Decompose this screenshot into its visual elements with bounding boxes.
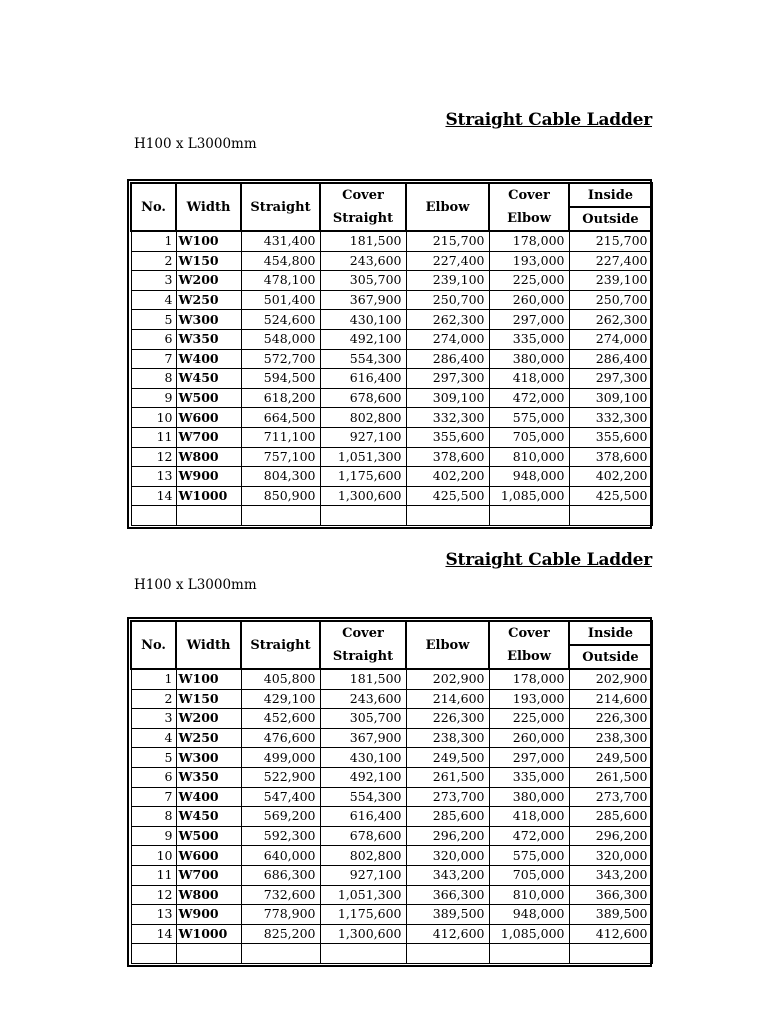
row-cover-elbow-cell: 575,000	[489, 846, 569, 866]
col-header-outside: Outside	[569, 645, 652, 669]
row-no-cell: 14	[131, 486, 176, 506]
row-straight-cell: 524,600	[241, 310, 320, 330]
row-no-cell: 12	[131, 447, 176, 467]
row-inside-outside-cell: 320,000	[569, 846, 652, 866]
row-elbow-cell: 285,600	[406, 807, 489, 827]
table-row	[131, 767, 652, 787]
row-no-cell: 11	[131, 427, 176, 447]
row-no-cell: 6	[131, 329, 176, 349]
row-no-cell: 9	[131, 826, 176, 846]
row-straight-cell: 429,100	[241, 689, 320, 709]
table-row	[131, 290, 652, 310]
row-width-cell: W600	[176, 408, 241, 428]
row-cover-straight-cell: 554,300	[320, 787, 406, 807]
row-cover-straight-cell: 305,700	[320, 709, 406, 729]
row-elbow-cell: 262,300	[406, 310, 489, 330]
row-inside-outside-cell: 309,100	[569, 388, 652, 408]
row-cover-elbow-cell: 472,000	[489, 826, 569, 846]
row-cover-straight-cell: 430,100	[320, 748, 406, 768]
row-no-cell: 5	[131, 748, 176, 768]
row-cover-straight-cell: 554,300	[320, 349, 406, 369]
row-no-cell: 8	[131, 807, 176, 827]
blank-cell	[489, 944, 569, 964]
row-straight-cell: 640,000	[241, 846, 320, 866]
blank-cell	[406, 944, 489, 964]
table-row	[131, 408, 652, 428]
table-row	[131, 486, 652, 506]
row-elbow-cell: 366,300	[406, 885, 489, 905]
row-width-cell: W300	[176, 748, 241, 768]
row-no-cell: 7	[131, 787, 176, 807]
row-cover-straight-cell: 305,700	[320, 271, 406, 291]
section-title: Straight Cable Ladder	[445, 550, 652, 570]
row-cover-straight-cell: 678,600	[320, 388, 406, 408]
row-width-cell: W600	[176, 846, 241, 866]
table-row	[131, 251, 652, 271]
row-width-cell: W150	[176, 251, 241, 271]
row-inside-outside-cell: 214,600	[569, 689, 652, 709]
col-header-cover-elbow-line1: Cover	[489, 183, 569, 207]
col-header-inside: Inside	[569, 621, 652, 645]
col-header-outside: Outside	[569, 207, 652, 231]
row-straight-cell: 825,200	[241, 924, 320, 944]
blank-cell	[241, 506, 320, 526]
row-inside-outside-cell: 366,300	[569, 885, 652, 905]
col-header-cover-straight-line2: Straight	[320, 645, 406, 669]
row-inside-outside-cell: 412,600	[569, 924, 652, 944]
col-header-cover-elbow-line2: Elbow	[489, 645, 569, 669]
row-width-cell: W100	[176, 669, 241, 689]
row-cover-straight-cell: 927,100	[320, 865, 406, 885]
row-straight-cell: 804,300	[241, 467, 320, 487]
row-cover-straight-cell: 678,600	[320, 826, 406, 846]
row-cover-elbow-cell: 193,000	[489, 689, 569, 709]
blank-cell	[131, 944, 176, 964]
row-no-cell: 5	[131, 310, 176, 330]
row-cover-straight-cell: 181,500	[320, 669, 406, 689]
blank-cell	[569, 506, 652, 526]
row-width-cell: W500	[176, 388, 241, 408]
row-straight-cell: 501,400	[241, 290, 320, 310]
row-cover-straight-cell: 927,100	[320, 427, 406, 447]
row-no-cell: 7	[131, 349, 176, 369]
row-straight-cell: 478,100	[241, 271, 320, 291]
row-cover-elbow-cell: 297,000	[489, 310, 569, 330]
row-elbow-cell: 286,400	[406, 349, 489, 369]
row-cover-straight-cell: 802,800	[320, 846, 406, 866]
row-inside-outside-cell: 262,300	[569, 310, 652, 330]
col-header-no: No.	[131, 621, 176, 669]
row-no-cell: 2	[131, 251, 176, 271]
table-row	[131, 865, 652, 885]
row-cover-elbow-cell: 380,000	[489, 787, 569, 807]
row-straight-cell: 569,200	[241, 807, 320, 827]
row-no-cell: 3	[131, 709, 176, 729]
row-inside-outside-cell: 261,500	[569, 767, 652, 787]
row-straight-cell: 548,000	[241, 329, 320, 349]
row-cover-elbow-cell: 193,000	[489, 251, 569, 271]
row-straight-cell: 732,600	[241, 885, 320, 905]
row-elbow-cell: 214,600	[406, 689, 489, 709]
col-header-straight: Straight	[241, 621, 320, 669]
col-header-width: Width	[176, 183, 241, 231]
row-straight-cell: 431,400	[241, 231, 320, 251]
row-cover-elbow-cell: 948,000	[489, 905, 569, 925]
table-row	[131, 310, 652, 330]
row-elbow-cell: 297,300	[406, 369, 489, 389]
row-elbow-cell: 412,600	[406, 924, 489, 944]
row-inside-outside-cell: 239,100	[569, 271, 652, 291]
row-cover-elbow-cell: 418,000	[489, 807, 569, 827]
price-table	[130, 182, 653, 526]
table-row	[131, 388, 652, 408]
row-inside-outside-cell: 226,300	[569, 709, 652, 729]
row-elbow-cell: 202,900	[406, 669, 489, 689]
row-cover-elbow-cell: 225,000	[489, 709, 569, 729]
row-cover-straight-cell: 1,300,600	[320, 924, 406, 944]
row-cover-elbow-cell: 705,000	[489, 427, 569, 447]
blank-cell	[241, 944, 320, 964]
row-elbow-cell: 425,500	[406, 486, 489, 506]
table-row	[131, 826, 652, 846]
row-cover-straight-cell: 243,600	[320, 251, 406, 271]
row-cover-elbow-cell: 225,000	[489, 271, 569, 291]
row-cover-straight-cell: 367,900	[320, 290, 406, 310]
table-row	[131, 885, 652, 905]
row-no-cell: 10	[131, 408, 176, 428]
price-table-frame	[127, 179, 652, 529]
col-header-cover-elbow-line2: Elbow	[489, 207, 569, 231]
row-straight-cell: 592,300	[241, 826, 320, 846]
price-table-frame	[127, 617, 652, 967]
table-row	[131, 709, 652, 729]
blank-cell	[131, 506, 176, 526]
col-header-cover-straight-line1: Cover	[320, 621, 406, 645]
row-straight-cell: 686,300	[241, 865, 320, 885]
row-inside-outside-cell: 343,200	[569, 865, 652, 885]
row-elbow-cell: 355,600	[406, 427, 489, 447]
row-elbow-cell: 261,500	[406, 767, 489, 787]
row-no-cell: 3	[131, 271, 176, 291]
row-cover-straight-cell: 1,175,600	[320, 467, 406, 487]
row-cover-straight-cell: 181,500	[320, 231, 406, 251]
row-cover-elbow-cell: 1,085,000	[489, 486, 569, 506]
row-inside-outside-cell: 297,300	[569, 369, 652, 389]
row-cover-elbow-cell: 335,000	[489, 767, 569, 787]
row-inside-outside-cell: 286,400	[569, 349, 652, 369]
col-header-elbow: Elbow	[406, 183, 489, 231]
row-cover-straight-cell: 616,400	[320, 807, 406, 827]
row-cover-elbow-cell: 335,000	[489, 329, 569, 349]
row-cover-elbow-cell: 810,000	[489, 447, 569, 467]
row-cover-elbow-cell: 178,000	[489, 669, 569, 689]
section-subtitle: H100 x L3000mm	[134, 577, 257, 593]
row-elbow-cell: 309,100	[406, 388, 489, 408]
row-width-cell: W450	[176, 807, 241, 827]
row-width-cell: W1000	[176, 924, 241, 944]
row-cover-elbow-cell: 1,085,000	[489, 924, 569, 944]
row-no-cell: 6	[131, 767, 176, 787]
row-straight-cell: 850,900	[241, 486, 320, 506]
table-row	[131, 231, 652, 251]
row-width-cell: W400	[176, 349, 241, 369]
row-cover-elbow-cell: 380,000	[489, 349, 569, 369]
section-subtitle: H100 x L3000mm	[134, 136, 257, 152]
row-elbow-cell: 226,300	[406, 709, 489, 729]
row-inside-outside-cell: 402,200	[569, 467, 652, 487]
table-row	[131, 728, 652, 748]
table-row	[131, 271, 652, 291]
row-elbow-cell: 273,700	[406, 787, 489, 807]
row-elbow-cell: 389,500	[406, 905, 489, 925]
row-no-cell: 11	[131, 865, 176, 885]
row-width-cell: W300	[176, 310, 241, 330]
row-cover-elbow-cell: 575,000	[489, 408, 569, 428]
row-cover-straight-cell: 367,900	[320, 728, 406, 748]
row-straight-cell: 618,200	[241, 388, 320, 408]
row-width-cell: W700	[176, 865, 241, 885]
row-inside-outside-cell: 274,000	[569, 329, 652, 349]
row-width-cell: W400	[176, 787, 241, 807]
row-elbow-cell: 296,200	[406, 826, 489, 846]
row-width-cell: W1000	[176, 486, 241, 506]
row-elbow-cell: 215,700	[406, 231, 489, 251]
table-row	[131, 689, 652, 709]
price-table	[130, 620, 653, 964]
row-inside-outside-cell: 285,600	[569, 807, 652, 827]
row-width-cell: W900	[176, 905, 241, 925]
row-no-cell: 2	[131, 689, 176, 709]
table-row	[131, 807, 652, 827]
table-row	[131, 748, 652, 768]
row-elbow-cell: 239,100	[406, 271, 489, 291]
col-header-inside: Inside	[569, 183, 652, 207]
row-cover-straight-cell: 1,300,600	[320, 486, 406, 506]
row-straight-cell: 664,500	[241, 408, 320, 428]
row-no-cell: 9	[131, 388, 176, 408]
col-header-cover-straight-line1: Cover	[320, 183, 406, 207]
row-cover-straight-cell: 243,600	[320, 689, 406, 709]
row-width-cell: W200	[176, 271, 241, 291]
section-title: Straight Cable Ladder	[445, 110, 652, 130]
row-cover-elbow-cell: 472,000	[489, 388, 569, 408]
blank-cell	[569, 944, 652, 964]
row-no-cell: 13	[131, 467, 176, 487]
col-header-width: Width	[176, 621, 241, 669]
row-straight-cell: 711,100	[241, 427, 320, 447]
blank-row	[131, 506, 652, 526]
blank-cell	[176, 506, 241, 526]
row-width-cell: W500	[176, 826, 241, 846]
row-inside-outside-cell: 296,200	[569, 826, 652, 846]
row-cover-elbow-cell: 810,000	[489, 885, 569, 905]
row-width-cell: W200	[176, 709, 241, 729]
row-inside-outside-cell: 273,700	[569, 787, 652, 807]
row-elbow-cell: 320,000	[406, 846, 489, 866]
row-cover-elbow-cell: 705,000	[489, 865, 569, 885]
row-width-cell: W350	[176, 767, 241, 787]
row-width-cell: W250	[176, 290, 241, 310]
row-no-cell: 4	[131, 290, 176, 310]
row-no-cell: 1	[131, 231, 176, 251]
row-straight-cell: 594,500	[241, 369, 320, 389]
row-inside-outside-cell: 238,300	[569, 728, 652, 748]
blank-row	[131, 944, 652, 964]
row-straight-cell: 405,800	[241, 669, 320, 689]
table-row	[131, 349, 652, 369]
row-straight-cell: 499,000	[241, 748, 320, 768]
row-cover-elbow-cell: 948,000	[489, 467, 569, 487]
row-elbow-cell: 227,400	[406, 251, 489, 271]
table-row	[131, 427, 652, 447]
table-row	[131, 447, 652, 467]
row-elbow-cell: 250,700	[406, 290, 489, 310]
row-width-cell: W700	[176, 427, 241, 447]
row-cover-straight-cell: 430,100	[320, 310, 406, 330]
row-no-cell: 13	[131, 905, 176, 925]
row-no-cell: 10	[131, 846, 176, 866]
row-inside-outside-cell: 332,300	[569, 408, 652, 428]
row-inside-outside-cell: 249,500	[569, 748, 652, 768]
table-row	[131, 369, 652, 389]
blank-cell	[406, 506, 489, 526]
row-inside-outside-cell: 378,600	[569, 447, 652, 467]
row-cover-elbow-cell: 418,000	[489, 369, 569, 389]
row-cover-elbow-cell: 297,000	[489, 748, 569, 768]
col-header-cover-elbow-line1: Cover	[489, 621, 569, 645]
row-inside-outside-cell: 425,500	[569, 486, 652, 506]
table-row	[131, 329, 652, 349]
row-straight-cell: 757,100	[241, 447, 320, 467]
row-cover-elbow-cell: 260,000	[489, 290, 569, 310]
row-inside-outside-cell: 250,700	[569, 290, 652, 310]
row-cover-straight-cell: 802,800	[320, 408, 406, 428]
blank-cell	[320, 506, 406, 526]
row-width-cell: W350	[176, 329, 241, 349]
blank-cell	[489, 506, 569, 526]
row-no-cell: 12	[131, 885, 176, 905]
row-cover-straight-cell: 492,100	[320, 767, 406, 787]
row-straight-cell: 547,400	[241, 787, 320, 807]
row-inside-outside-cell: 215,700	[569, 231, 652, 251]
row-inside-outside-cell: 389,500	[569, 905, 652, 925]
row-cover-straight-cell: 1,051,300	[320, 885, 406, 905]
row-width-cell: W150	[176, 689, 241, 709]
blank-cell	[176, 944, 241, 964]
row-width-cell: W450	[176, 369, 241, 389]
row-elbow-cell: 249,500	[406, 748, 489, 768]
row-cover-straight-cell: 1,175,600	[320, 905, 406, 925]
table-row	[131, 467, 652, 487]
row-straight-cell: 452,600	[241, 709, 320, 729]
row-cover-straight-cell: 1,051,300	[320, 447, 406, 467]
row-cover-straight-cell: 616,400	[320, 369, 406, 389]
row-cover-elbow-cell: 178,000	[489, 231, 569, 251]
row-elbow-cell: 238,300	[406, 728, 489, 748]
row-elbow-cell: 402,200	[406, 467, 489, 487]
table-row	[131, 905, 652, 925]
row-width-cell: W900	[176, 467, 241, 487]
row-inside-outside-cell: 227,400	[569, 251, 652, 271]
col-header-straight: Straight	[241, 183, 320, 231]
row-width-cell: W800	[176, 447, 241, 467]
row-straight-cell: 454,800	[241, 251, 320, 271]
row-no-cell: 1	[131, 669, 176, 689]
row-inside-outside-cell: 355,600	[569, 427, 652, 447]
row-straight-cell: 572,700	[241, 349, 320, 369]
row-elbow-cell: 343,200	[406, 865, 489, 885]
row-cover-elbow-cell: 260,000	[489, 728, 569, 748]
row-elbow-cell: 332,300	[406, 408, 489, 428]
row-elbow-cell: 274,000	[406, 329, 489, 349]
table-row	[131, 669, 652, 689]
row-straight-cell: 476,600	[241, 728, 320, 748]
row-straight-cell: 778,900	[241, 905, 320, 925]
table-row	[131, 846, 652, 866]
row-width-cell: W100	[176, 231, 241, 251]
row-cover-straight-cell: 492,100	[320, 329, 406, 349]
row-no-cell: 4	[131, 728, 176, 748]
row-no-cell: 14	[131, 924, 176, 944]
row-width-cell: W800	[176, 885, 241, 905]
col-header-cover-straight-line2: Straight	[320, 207, 406, 231]
row-no-cell: 8	[131, 369, 176, 389]
row-straight-cell: 522,900	[241, 767, 320, 787]
table-row	[131, 924, 652, 944]
table-row	[131, 787, 652, 807]
col-header-elbow: Elbow	[406, 621, 489, 669]
blank-cell	[320, 944, 406, 964]
row-width-cell: W250	[176, 728, 241, 748]
row-inside-outside-cell: 202,900	[569, 669, 652, 689]
row-elbow-cell: 378,600	[406, 447, 489, 467]
col-header-no: No.	[131, 183, 176, 231]
